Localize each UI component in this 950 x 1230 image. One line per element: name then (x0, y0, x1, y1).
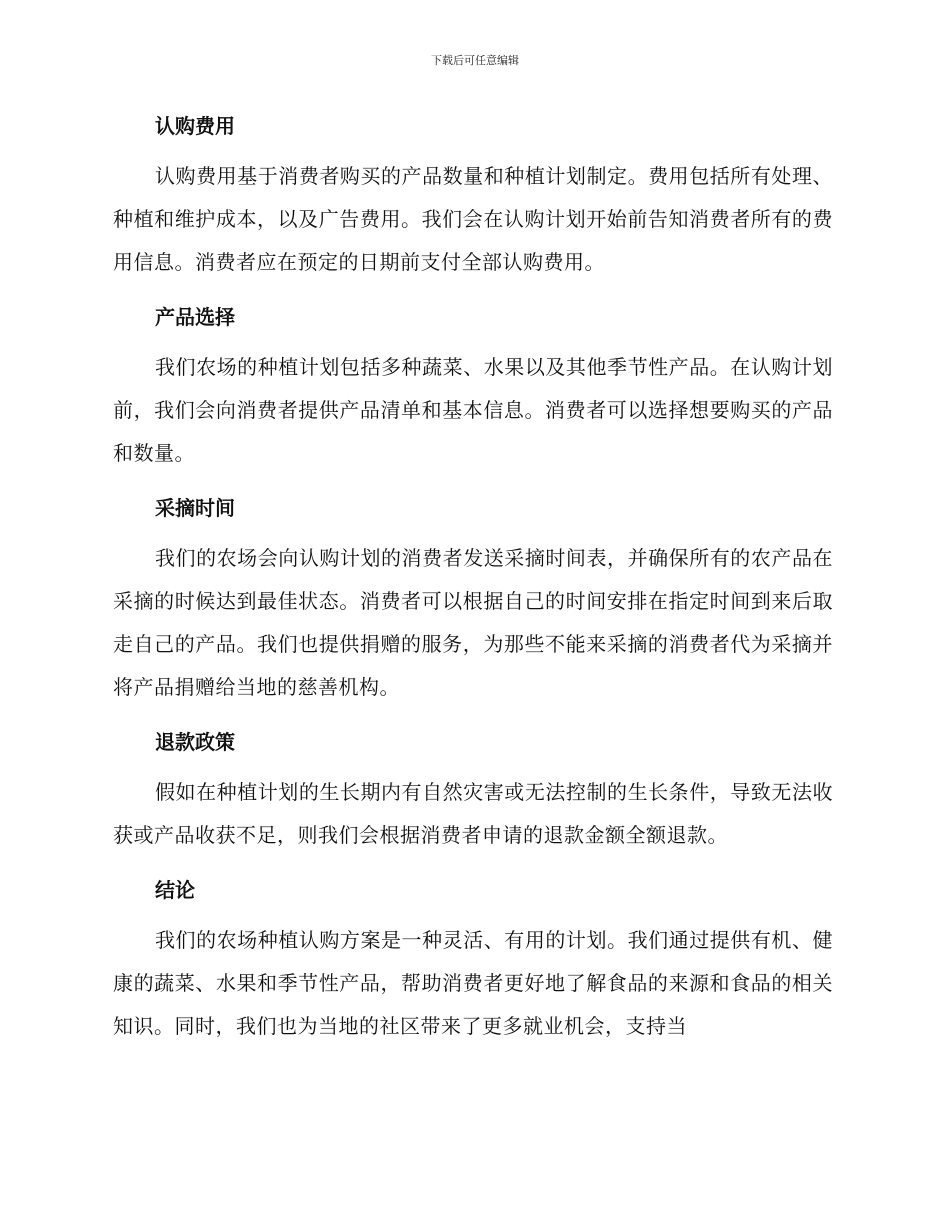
section-heading-product-selection: 产品选择 (155, 305, 235, 329)
section-heading-refund-policy: 退款政策 (155, 730, 235, 754)
section-body-fees: 认购费用基于消费者购买的产品数量和种植计划制定。费用包括所有处理、种植和维护成本，以及广告费用。我们会在认购计划开始前告知消费者所有的费用信息。消费者应在预定的日期前支付全部认购费用。 (113, 164, 833, 274)
section-body-picking-time: 我们的农场会向认购计划的消费者发送采摘时间表，并确保所有的农产品在采摘的时候达到最佳状态。消费者可以根据自己的时间安排在指定时间到来后取走自己的产品。我们也提供捐赠的服务，为那些不能来采摘的消费者代为采摘并将产品捐赠给当地的慈善机构。 (113, 546, 833, 699)
section-heading-fees: 认购费用 (155, 114, 235, 138)
section-heading-picking-time: 采摘时间 (155, 496, 235, 520)
section-heading-conclusion: 结论 (155, 878, 195, 902)
section-body-conclusion: 我们的农场种植认购方案是一种灵活、有用的计划。我们通过提供有机、健康的蔬菜、水果和季节性产品，帮助消费者更好地了解食品的来源和食品的相关知识。同时，我们也为当地的社区带来了更多就业机会，支持当 (113, 928, 833, 1038)
page-header-note: 下载后可任意编辑 (431, 54, 519, 67)
section-body-refund-policy: 假如在种植计划的生长期内有自然灾害或无法控制的生长条件，导致无法收获或产品收获不足，则我们会根据消费者申请的退款金额全额退款。 (113, 780, 833, 847)
document-body (113, 108, 833, 1063)
section-body-product-selection: 我们农场的种植计划包括多种蔬菜、水果以及其他季节性产品。在认购计划前，我们会向消费者提供产品清单和基本信息。消费者可以选择想要购买的产品和数量。 (113, 355, 833, 465)
